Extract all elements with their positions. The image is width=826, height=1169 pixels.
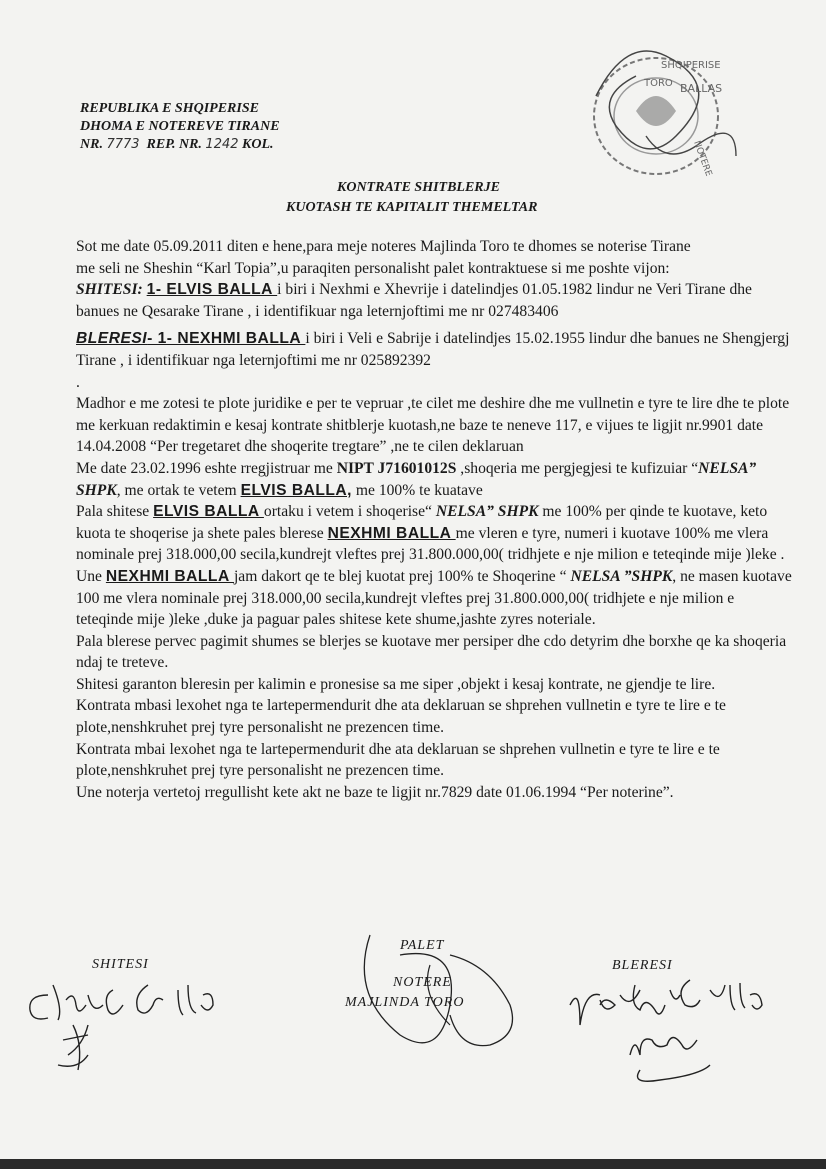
contract-body bbox=[76, 236, 794, 803]
buyer-text: i biri i Veli e Sabrije i datelindjes 15.02.1955 lindur dhe banues ne Shengjergj Tirane , i identifikuar nga leternjoftimi me nr 025892392 bbox=[76, 330, 790, 369]
intro-line-2: me seli ne Sheshin “Karl Topia”,u paraqiten personalisht palet kontraktuese si me poshte vijon: bbox=[76, 259, 670, 277]
seller-party-paragraph bbox=[76, 501, 794, 566]
contract-title-line-1: KONTRATE SHITBLERJE bbox=[337, 180, 500, 195]
seller-party-text-d: me vleren e tyre, numeri i kuotave 100% me vlera nominale prej 318.000,00 secila,kundrejt vleftes prej 31.800.000,00( tridhjete e nje milion e teteqinde mije )leke . bbox=[76, 524, 785, 564]
buyer-party-name: NEXHMI BALLA bbox=[327, 524, 456, 542]
stamp-text-top: SHQIPERISE bbox=[661, 60, 721, 71]
madhor-paragraph: Madhor e me zotesi te plote juridike e per te vepruar ,te cilet me deshire dhe me vullnetin e tyre te lire dhe te plote me kerkuan redaktimin e kesaj kontrate shitblerje kuotash,ne baze te neneve 117, e vijues te ligjit nr.9901 date 14.04.2008 “Per tregetaret dhe shoqerite tregtare” ,ne te cilen deklaruan bbox=[76, 395, 790, 456]
buyer-name: - 1- NEXHMI BALLA bbox=[147, 330, 306, 348]
header-line-3 bbox=[80, 136, 280, 154]
rep-label: REP. NR. bbox=[146, 137, 202, 152]
company-name-2: NELSA” SHPK bbox=[435, 503, 539, 521]
seller-text: i biri i Nexhmi e Xhevrije i datelindjes 01.05.1982 lindur ne Veri Tirane dhe banues ne Qesarake Tirane , i identifikuar nga leternjoftimi me nr 027483406 bbox=[76, 281, 752, 320]
reading-paragraph-2: Kontrata mbai lexohet nga te lartepermendurit dhe ata deklaruan se shprehen vullnetin e tyre te lire e te plote,nenshkruhet prej tyre personalisht ne prezencen time. bbox=[76, 740, 720, 780]
registration-text-d: me 100% te kuatave bbox=[351, 481, 483, 499]
header-line-2: DHOMA E NOTEREVE TIRANE bbox=[80, 119, 280, 134]
buyer-obligations-paragraph: Pala blerese pervec pagimit shumes se blerjes se kuotave mer persiper dhe cdo detyrim dhe borxhe qe ka shoqeria ndaj te treteve. bbox=[76, 632, 787, 672]
buyer-signature-icon bbox=[560, 975, 780, 1095]
parties-label: PALET bbox=[400, 938, 445, 953]
notary-label: NOTERE bbox=[393, 975, 452, 990]
intro-line-1: Sot me date 05.09.2011 diten e hene,para meje noteres Majlinda Toro te dhomes se noterise Tirane bbox=[76, 238, 691, 255]
seller-signature-label: SHITESI bbox=[92, 957, 149, 972]
seller-party-text-b: ortaku i vetem i shoqerise“ bbox=[263, 503, 436, 521]
notary-name: MAJLINDA TORO bbox=[345, 995, 465, 1010]
seller-party-name: ELVIS BALLA bbox=[153, 503, 264, 521]
kol-label: KOL. bbox=[242, 137, 274, 152]
seller-paragraph: SHITESI: 1- ELVIS BALLA i biri i Nexhmi e Xhevrije i datelindjes 01.05.1982 lindur ne Veri Tirane dhe banues ne Qesarake Tirane , i identifikuar nga leternjoftimi me nr 027483406 bbox=[76, 281, 752, 320]
registration-text-a: Me date 23.02.1996 eshte rregjistruar me bbox=[76, 459, 337, 477]
page-bottom-edge bbox=[0, 1159, 826, 1169]
seller-signature-icon bbox=[18, 965, 228, 1085]
contract-title-line-2: KUOTASH TE KAPITALIT THEMELTAR bbox=[286, 200, 538, 215]
buyer-agreement-paragraph bbox=[76, 566, 794, 631]
nr-label: NR. bbox=[80, 137, 103, 152]
reading-paragraph-1: Kontrata mbasi lexohet nga te lartepermendurit dhe ata deklaruan se shprehen vullnetin e tyre te lire e te plote,nenshkruhet prej tyre personalisht ne prezencen time. bbox=[76, 697, 726, 737]
agreement-text-a: Une bbox=[76, 567, 106, 585]
company-name: NELSA” SHPK bbox=[76, 459, 757, 499]
seller-party-text-c: me 100% per qinde te kuotave, keto kuota te shoqerise ja shete pales blerese bbox=[76, 503, 768, 542]
separator-dot: . bbox=[76, 373, 80, 391]
nipt: NIPT J71601012S bbox=[336, 459, 457, 477]
seller-guarantee-paragraph: Shitesi garanton bleresin per kalimin e pronesise sa me siper ,objekt i kesaj kontrate, ne gjendje te lire. bbox=[76, 675, 716, 693]
header-line-1: REPUBLIKA E SHQIPERISE bbox=[80, 101, 259, 116]
notary-signature-icon bbox=[330, 925, 530, 1055]
stamp-text-right: BALLAS bbox=[680, 82, 723, 95]
notary-certification-paragraph: Une noterja vertetoj rregullisht kete akt ne baze te ligjit nr.7829 date 01.06.1994 “Per noterine”. bbox=[76, 783, 674, 801]
seller-party-text-a: Pala shitese bbox=[76, 503, 154, 521]
registration-paragraph bbox=[76, 458, 794, 501]
seller-label: SHITESI bbox=[76, 281, 138, 299]
document-header bbox=[80, 100, 280, 154]
nr-value: 7773 bbox=[106, 137, 140, 152]
registration-text-b: ,shoqeria me pergjegjesi te kufizuiar “ bbox=[456, 459, 699, 477]
registration-text-c: , me ortak te vetem bbox=[116, 481, 241, 499]
company-name-3: NELSA ”SHPK bbox=[570, 567, 673, 585]
agreement-buyer-name: NEXHMI BALLA bbox=[105, 567, 234, 585]
agreement-text-c: , ne masen kuotave 100 me vlera nominale prej 318.000,00 secila,kundrejt vleftes prej 31.800.000,00( tridhjete e nje milion e teteqinde mije )leke ,duke ja paguar pales shitese kete shume,jashte zyres noteriale. bbox=[76, 567, 792, 629]
seller-name: 1- ELVIS BALLA bbox=[146, 281, 278, 299]
rep-value: 1242 bbox=[205, 137, 239, 152]
stamp-text-side: NOTERE bbox=[691, 139, 714, 178]
owner-name: ELVIS BALLA, bbox=[240, 481, 352, 499]
buyer-label: BLERESI bbox=[76, 330, 148, 348]
stamp-text-mid: TORO bbox=[644, 78, 673, 89]
buyer-signature-label: BLERESI bbox=[612, 958, 673, 973]
buyer-paragraph bbox=[76, 328, 794, 371]
agreement-text-b: jam dakort qe te blej kuotat prej 100% te Shoqerine “ bbox=[233, 567, 571, 585]
